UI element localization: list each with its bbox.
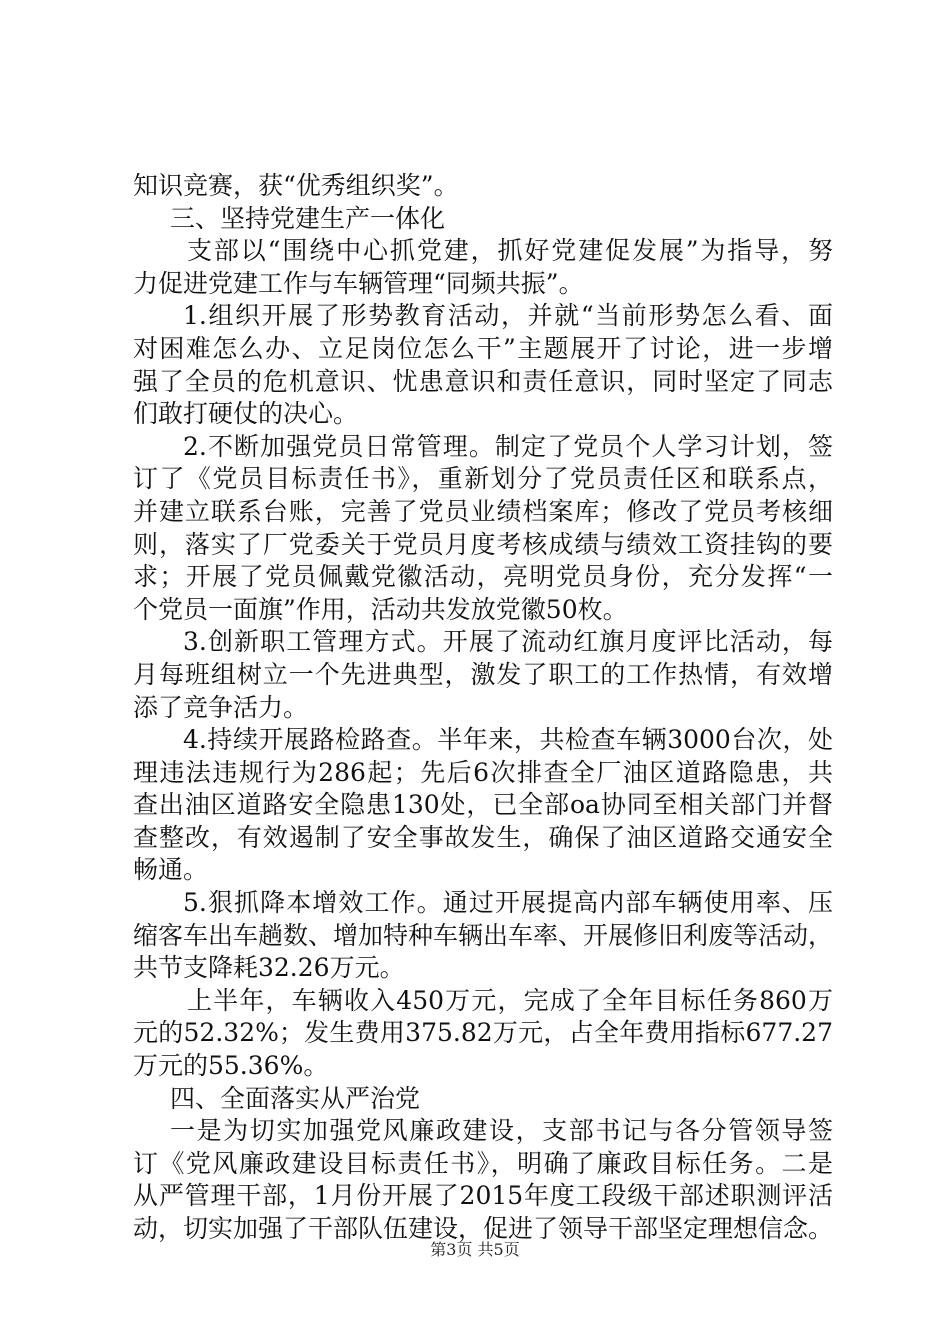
- text-line: 四、全面落实从严治党: [170, 1083, 421, 1113]
- text-line: 求；开展了党员佩戴党徽活动，亮明党员身份，充分发挥“一: [133, 562, 833, 592]
- text-line: 对困难怎么办、立足岗位怎么干”主题展开了讨论，进一步增: [133, 333, 833, 363]
- text-line: 强了全员的危机意识、忧患意识和责任意识，同时坚定了同志: [133, 366, 833, 396]
- text-line: 上半年，车辆收入450万元，完成了全年目标任务860万: [187, 985, 833, 1015]
- text-line: 从严管理干部，1月份开展了2015年度工段级干部述职测评活: [133, 1181, 833, 1211]
- text-line: 添了竞争活力。: [133, 692, 309, 722]
- text-line: 4.持续开展路检路查。半年来，共检查车辆3000台次，处: [183, 725, 833, 755]
- text-line: 们敢打硬仗的决心。: [133, 399, 359, 429]
- text-line: 订了《党员目标责任书》，重新划分了党员责任区和联系点，: [133, 464, 833, 494]
- text-line: 查出油区道路安全隐患130处，已全部oa协同至相关部门并督: [133, 790, 833, 820]
- text-line: 共节支降耗32.26万元。: [133, 953, 405, 983]
- text-line: 万元的55.36%。: [133, 1051, 329, 1081]
- text-line: 并建立联系台账，完善了党员业绩档案库；修改了党员考核细: [133, 496, 833, 526]
- text-line: 畅通。: [133, 855, 209, 885]
- text-line: 2.不断加强党员日常管理。制定了党员个人学习计划，签: [183, 431, 833, 461]
- text-line: 知识竞赛，获“优秀组织奖”。: [133, 171, 459, 200]
- text-line: 缩客车出车趟数、增加特种车辆出车率、开展修旧利废等活动，: [133, 920, 834, 950]
- text-line: 订《党风廉政建设目标责任书》，明确了廉政目标任务。二是: [133, 1148, 833, 1178]
- document-body: [133, 170, 833, 1246]
- text-line: 一是为切实加强党风廉政建设，支部书记与各分管领导签: [170, 1116, 833, 1146]
- text-line: 力促进党建工作与车辆管理“同频共振”。: [133, 268, 584, 298]
- text-line: 理违法违规行为286起；先后6次排查全厂油区道路隐患，共: [133, 757, 833, 787]
- text-line: 动，切实加强了干部队伍建设，促进了领导干部坚定理想信念。: [133, 1214, 834, 1243]
- text-line: 支部以“围绕中心抓党建，抓好党建促发展”为指导，努: [187, 236, 833, 266]
- text-line: 元的52.32%；发生费用375.82万元，占全年费用指标677.27: [133, 1018, 833, 1048]
- text-line: 5.狠抓降本增效工作。通过开展提高内部车辆使用率、压: [183, 888, 833, 918]
- text-line: 个党员一面旗”作用，活动共发放党徽50枚。: [133, 594, 628, 624]
- text-line: 查整改，有效遏制了安全事故发生，确保了油区道路交通安全: [133, 822, 833, 852]
- text-line: 则，落实了厂党委关于党员月度考核成绩与绩效工资挂钩的要: [133, 529, 833, 559]
- text-line: 三、坚持党建生产一体化: [170, 203, 446, 233]
- page-footer: 第3页 共5页: [430, 1240, 520, 1259]
- text-line: 1.组织开展了形势教育活动，并就“当前形势怎么看、面: [183, 301, 833, 331]
- text-line: 3.创新职工管理方式。开展了流动红旗月度评比活动，每: [183, 627, 833, 657]
- text-line: 月每班组树立一个先进典型，激发了职工的工作热情，有效增: [133, 659, 833, 689]
